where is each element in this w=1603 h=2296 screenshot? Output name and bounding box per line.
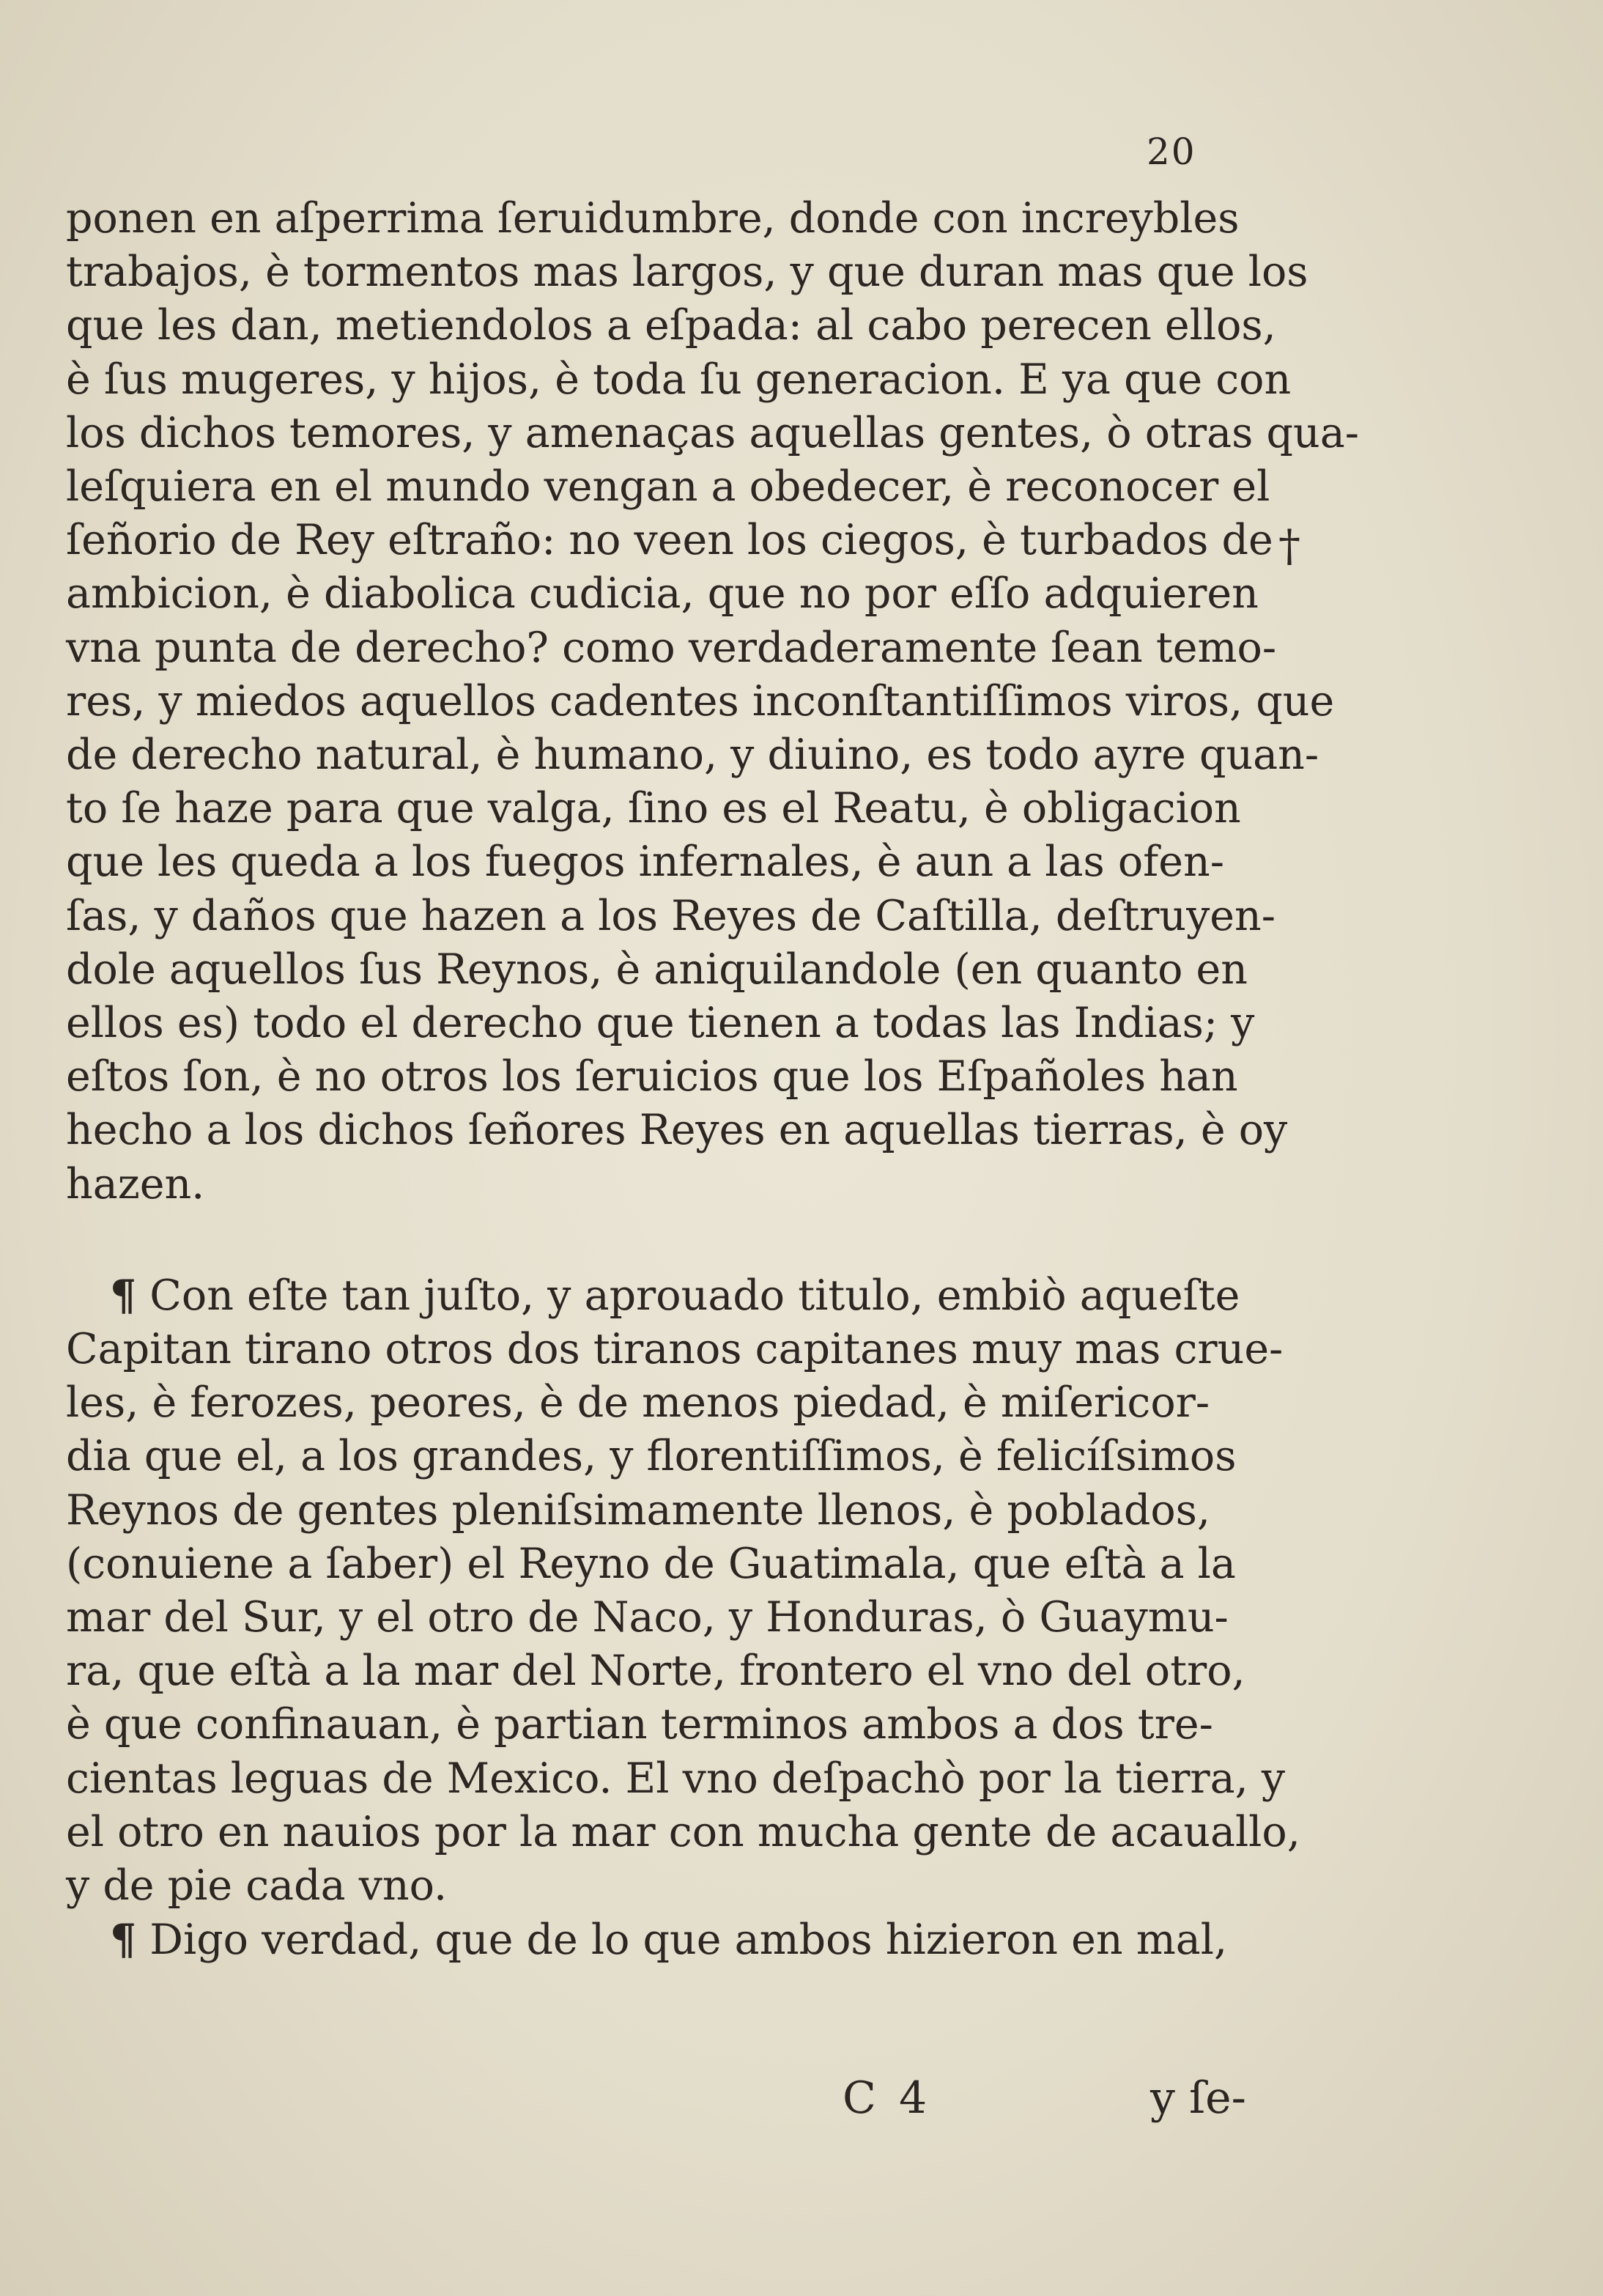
text-line: vna punta de derecho? como verdaderamente ſean temo- (66, 623, 1277, 672)
text-line: les, è ferozes, peores, è de menos piedad, è miſericor- (66, 1378, 1210, 1428)
text-line: que les queda a los fuegos infernales, è aun a las ofen- (66, 838, 1224, 887)
text-line: res, y miedos aquellos cadentes inconſtantiſſimos viros, que (66, 676, 1335, 726)
text-block (66, 192, 1359, 1968)
marginal-dagger: † (1278, 520, 1300, 572)
paragraph-2 (66, 1269, 1300, 1913)
text-line: hecho a los dichos ſeñores Reyes en aquellas tierras, è oy (66, 1106, 1288, 1155)
text-line: ponen en aſperrima ſeruidumbre, donde con increybles (66, 194, 1240, 243)
text-line: ſeñorio de Rey eſtraño: no veen los ciegos, è turbados de (66, 516, 1273, 565)
line-text: Digo verdad, que de lo que ambos hizieron en mal, (149, 1916, 1228, 1965)
text-line: el otro en nauios por la mar con mucha gente de acauallo, (66, 1807, 1300, 1856)
text-line: de derecho natural, è humano, y diuino, es todo ayre quan- (66, 731, 1319, 780)
text-line: ambicion, è diabolica cudicia, que no por eſſo adquieren (66, 569, 1259, 619)
text-line: dia que el, a los grandes, y florentiſſimos, è felicíſsimos (66, 1432, 1237, 1481)
text-line: ellos es) todo el derecho que tienen a todas las Indias; y (66, 999, 1255, 1048)
text-line: Capitan tirano otros dos tiranos capitanes muy mas crue- (66, 1325, 1284, 1374)
text-line: los dichos temores, y amenaças aquellas gentes, ò otras qua- (66, 408, 1359, 457)
text-line: è ſus mugeres, y hijos, è toda ſu generacion. E ya que con (66, 355, 1292, 404)
text-line: (conuiene a ſaber) el Reyno de Guatimala, que eſtà a la (66, 1539, 1236, 1588)
paragraph-3 (66, 1913, 1282, 1967)
pilcrow-icon: ¶ (110, 1270, 137, 1320)
text-line (66, 1269, 1282, 1323)
printer-signature: C 4 (843, 2072, 932, 2124)
text-line: y de pie cada vno. (66, 1861, 448, 1911)
text-line: mar del Sur, y el otro de Naco, y Honduras, ò Guaymu- (66, 1593, 1229, 1642)
text-line: leſquiera en el mundo vengan a obedecer, è reconocer el (66, 462, 1270, 512)
paragraph-gap (66, 1211, 1282, 1269)
text-line: è que confinauan, è partian terminos ambos a dos tre- (66, 1700, 1213, 1749)
text-line: hazen. (66, 1159, 205, 1208)
text-line: ſas, y daños que hazen a los Reyes de Caſtilla, deſtruyen- (66, 891, 1276, 940)
text-line: trabajos, è tormentos mas largos, y que duran mas que los (66, 248, 1308, 297)
text-line: Reynos de gentes pleniſsimamente llenos, è poblados, (66, 1485, 1211, 1535)
text-line: ra, que eſtà a la mar del Norte, frontero el vno del otro, (66, 1647, 1245, 1696)
text-line: eſtos ſon, è no otros los ſeruicios que los Eſpañoles han (66, 1052, 1238, 1101)
text-line (66, 1913, 1282, 1967)
text-line: dole aquellos ſus Reynos, è aniquilandole (en quanto en (66, 945, 1248, 994)
text-line: cientas leguas de Mexico. El vno deſpachò por la tierra, y (66, 1754, 1286, 1803)
pilcrow-icon: ¶ (110, 1915, 137, 1965)
line-text: Con eſte tan juſto, y aprouado titulo, embiò aqueſte (149, 1271, 1240, 1320)
page-number: 20 (1147, 130, 1196, 173)
text-line: to ſe haze para que valga, ſino es el Reatu, è obligacion (66, 784, 1241, 833)
text-line: que les dan, metiendolos a eſpada: al cabo perecen ellos, (66, 301, 1276, 350)
catchword: y ſe- (1150, 2072, 1246, 2124)
paragraph-1 (66, 192, 1359, 1211)
